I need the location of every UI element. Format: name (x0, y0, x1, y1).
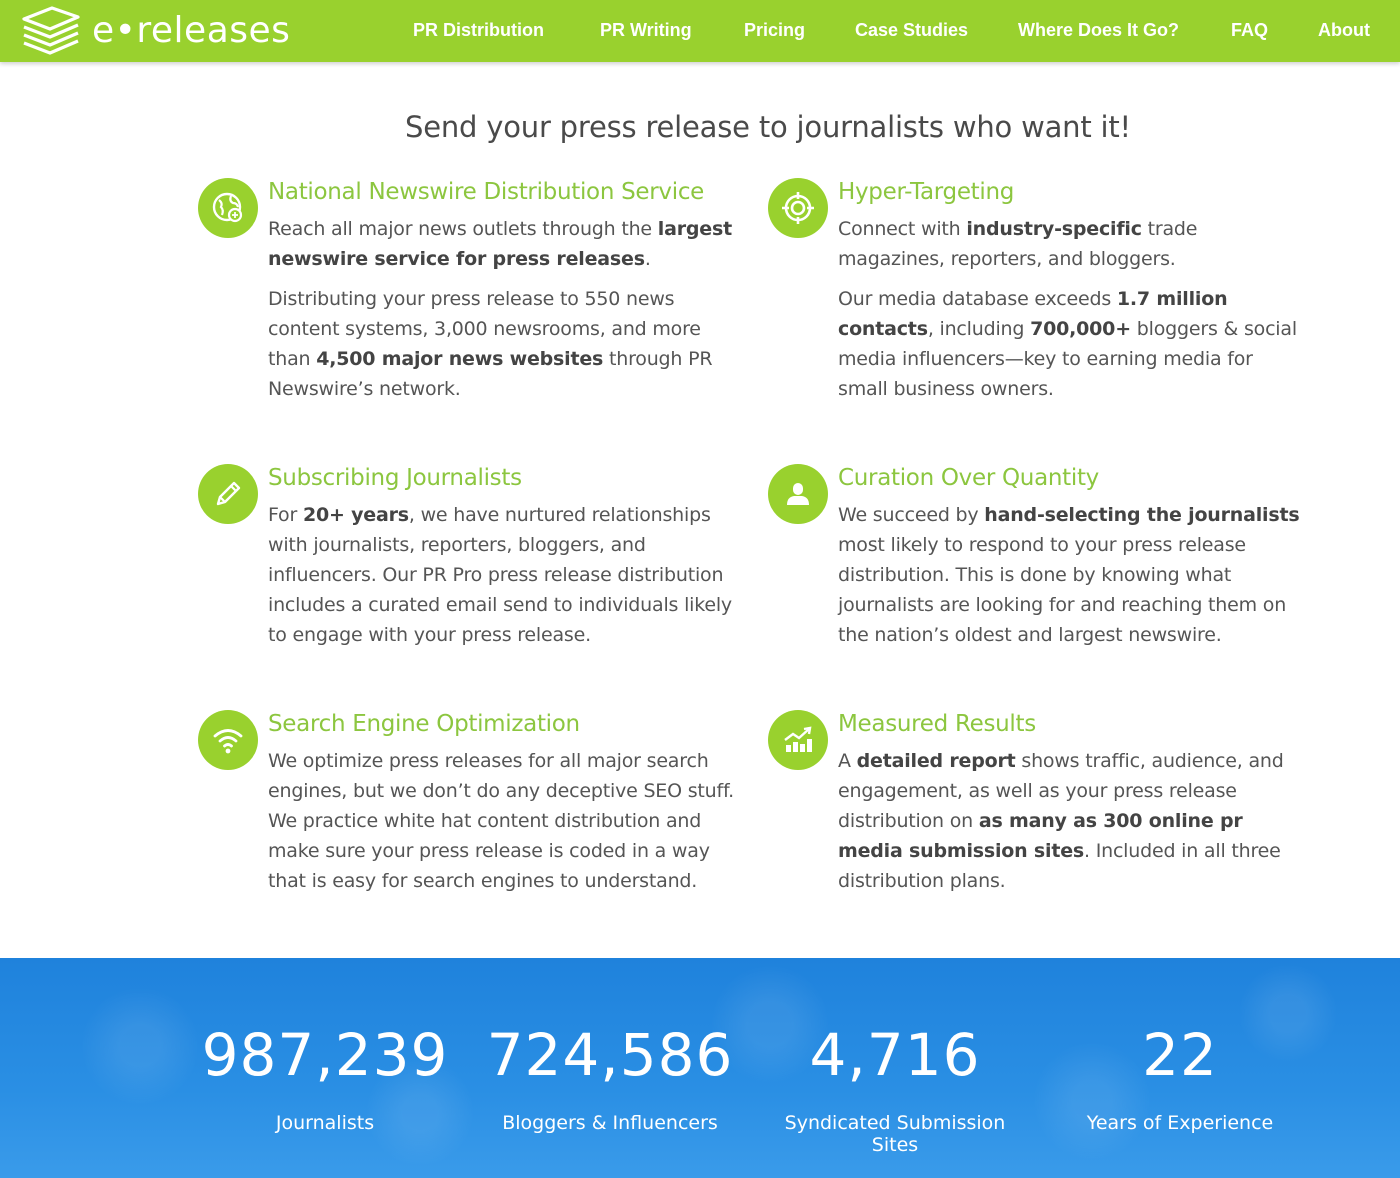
nav-case-studies[interactable]: Case Studies (855, 20, 969, 40)
wifi-icon (198, 710, 258, 770)
nav-pricing[interactable]: Pricing (744, 20, 806, 40)
feature-title: Search Engine Optimization (268, 711, 580, 737)
feature-subscribing-journalists (268, 464, 738, 650)
feature-national-newswire (268, 178, 738, 404)
stat-value: 987,239 (201, 1021, 449, 1089)
feature-hyper-targeting (838, 178, 1308, 404)
feature-curation-over-quantity (838, 464, 1308, 650)
globe-icon (198, 178, 258, 238)
stat-label: Bloggers & Influencers (502, 1112, 718, 1134)
target-icon (768, 178, 828, 238)
pencil-icon (198, 464, 258, 524)
nav-pr-writing[interactable]: PR Writing (600, 20, 692, 40)
brand-name: e•releases (92, 10, 291, 51)
feature-seo (268, 710, 738, 896)
stat-label: Syndicated Submission Sites (784, 1112, 1006, 1156)
feature-title: Measured Results (838, 711, 1036, 737)
feature-title: Curation Over Quantity (838, 465, 1099, 491)
feature-title: Subscribing Journalists (268, 465, 522, 491)
feature-text: We succeed by hand-selecting the journalists most likely to respond to your press release distribution. This is done by knowing what journalists are looking for and reaching them on the nation’s oldest and largest newswire. (838, 504, 1300, 646)
stat-label: Years of Experience (1086, 1112, 1274, 1134)
bar-chart-icon (768, 710, 828, 770)
feature-text: Connect with industry-specific trade magazines, reporters, and bloggers. (838, 218, 1198, 270)
feature-text: Our media database exceeds 1.7 million contacts, including 700,000+ bloggers & social media influencers—key to earning media for small business owners. (838, 288, 1297, 400)
feature-text: Distributing your press release to 550 news content systems, 3,000 newsrooms, and more than 4,500 major news websites through PR Newswire’s network. (268, 288, 713, 400)
stat-value: 4,716 (809, 1021, 981, 1089)
feature-text: We optimize press releases for all major search engines, but we don’t do any deceptive SEO stuff. We practice white hat content distribution and make sure your press release is coded in a way that is easy for search engines to understand. (268, 750, 734, 892)
page-headline: Send your press release to journalists who want it! (405, 110, 1131, 145)
stat-value: 22 (1142, 1021, 1218, 1089)
nav-pr-distribution[interactable]: PR Distribution (413, 20, 544, 40)
person-icon (768, 464, 828, 524)
nav-faq[interactable]: FAQ (1231, 20, 1269, 40)
stacked-papers-icon (20, 5, 82, 57)
feature-title: Hyper-Targeting (838, 179, 1015, 205)
site-logo[interactable] (20, 4, 290, 58)
feature-title: National Newswire Distribution Service (268, 179, 705, 205)
feature-measured-results (838, 710, 1308, 896)
top-nav-bar (0, 0, 1400, 62)
feature-text: A detailed report shows traffic, audience, and engagement, as well as your press release distribution on as many as 300 online pr media submission sites. Included in all three distribution plans. (838, 750, 1284, 892)
stat-label: Journalists (275, 1112, 375, 1134)
nav-where-does-it-go[interactable]: Where Does It Go? (1018, 20, 1180, 40)
stat-value: 724,586 (486, 1021, 734, 1089)
feature-text: Reach all major news outlets through the largest newswire service for press releases. (268, 218, 732, 270)
feature-text: For 20+ years, we have nurtured relationships with journalists, reporters, bloggers, and influencers. Our PR Pro press release distribution includes a curated email send to individuals likely to engage with your press release. (268, 504, 732, 646)
stats-band (0, 958, 1400, 1178)
nav-about[interactable]: About (1318, 20, 1370, 40)
